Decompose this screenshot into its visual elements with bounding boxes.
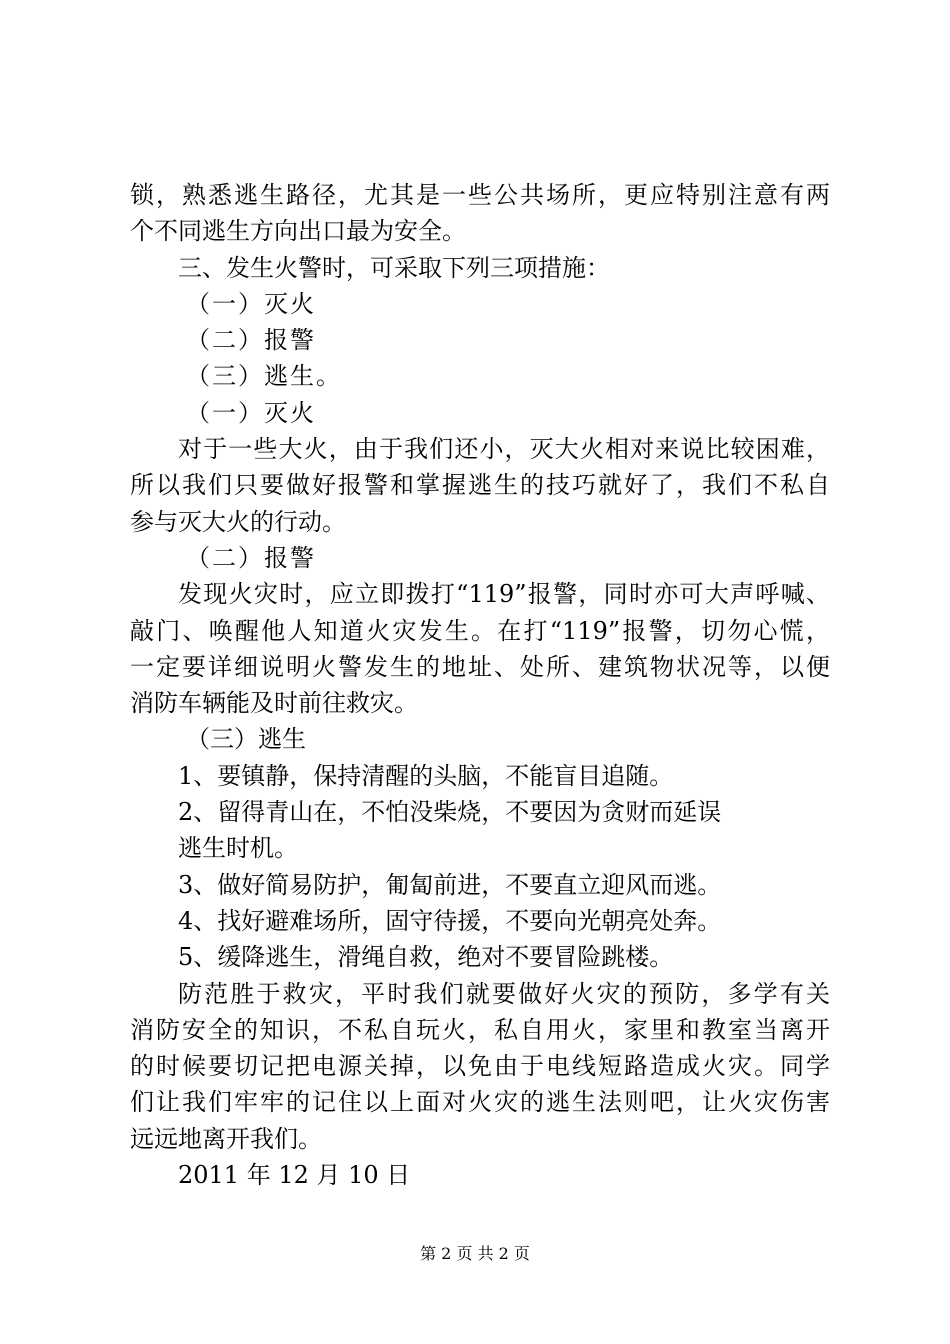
list-item: 4、找好避难场所，固守待援，不要向光朝亮处奔。: [178, 906, 722, 935]
paragraph-line: 对于一些大火，由于我们还小，灭大火相对来说比较困难，: [178, 435, 830, 464]
paragraph-line: 们让我们牢牢的记住以上面对火灾的逃生法则吧，让火灾伤害: [130, 1088, 830, 1117]
list-item-continuation: 逃生时机。: [178, 834, 298, 863]
paragraph-line: 消防安全的知识，不私自玩火，私自用火，家里和教室当离开: [130, 1015, 830, 1044]
document-date: 2011 年 12 月 10 日: [178, 1161, 411, 1190]
list-item: （二）报警: [186, 326, 316, 355]
paragraph-line: 个不同逃生方向出口最为安全。: [130, 217, 466, 246]
document-body: [130, 177, 830, 1193]
list-item: （一）灭火: [186, 289, 316, 318]
paragraph-line: 锁，熟悉逃生路径，尤其是一些公共场所，更应特别注意有两: [130, 181, 830, 209]
paragraph-line: 所以我们只要做好报警和掌握逃生的技巧就好了，我们不私自: [130, 471, 830, 500]
list-item: 2、留得青山在，不怕没柴烧，不要因为贪财而延误: [178, 798, 722, 827]
list-item: 3、做好简易防护，匍匐前进，不要直立迎风而逃。: [178, 870, 722, 899]
paragraph-line: 一定要详细说明火警发生的地址、处所、建筑物状况等，以便: [130, 652, 830, 681]
subsection-heading: （二）报警: [186, 543, 316, 572]
list-item: 5、缓降逃生，滑绳自救，绝对不要冒险跳楼。: [178, 943, 674, 972]
paragraph-line: 敲门、唤醒他人知道火灾发生。在打“119”报警，切勿心慌，: [130, 616, 830, 645]
paragraph-line: 参与灭大火的行动。: [130, 507, 346, 536]
paragraph-line: 发现火灾时，应立即拨打“119”报警，同时亦可大声呼喊、: [178, 580, 830, 609]
subsection-heading: （三）逃生: [186, 725, 306, 754]
paragraph-line: 消防车辆能及时前往救灾。: [130, 689, 418, 718]
list-item: （三）逃生。: [186, 362, 342, 391]
subsection-heading: （一）灭火: [186, 398, 316, 427]
page-number-footer: 第 2 页 共 2 页: [420, 1244, 530, 1263]
paragraph-line: 的时候要切记把电源关掉，以免由于电线短路造成火灾。同学: [130, 1052, 830, 1081]
paragraph-line: 防范胜于救灾，平时我们就要做好火灾的预防，多学有关: [178, 979, 830, 1008]
section-heading: 三、发生火警时，可采取下列三项措施：: [178, 253, 610, 282]
list-item: 1、要镇静，保持清醒的头脑，不能盲目追随。: [178, 761, 674, 790]
paragraph-line: 远远地离开我们。: [130, 1124, 322, 1153]
